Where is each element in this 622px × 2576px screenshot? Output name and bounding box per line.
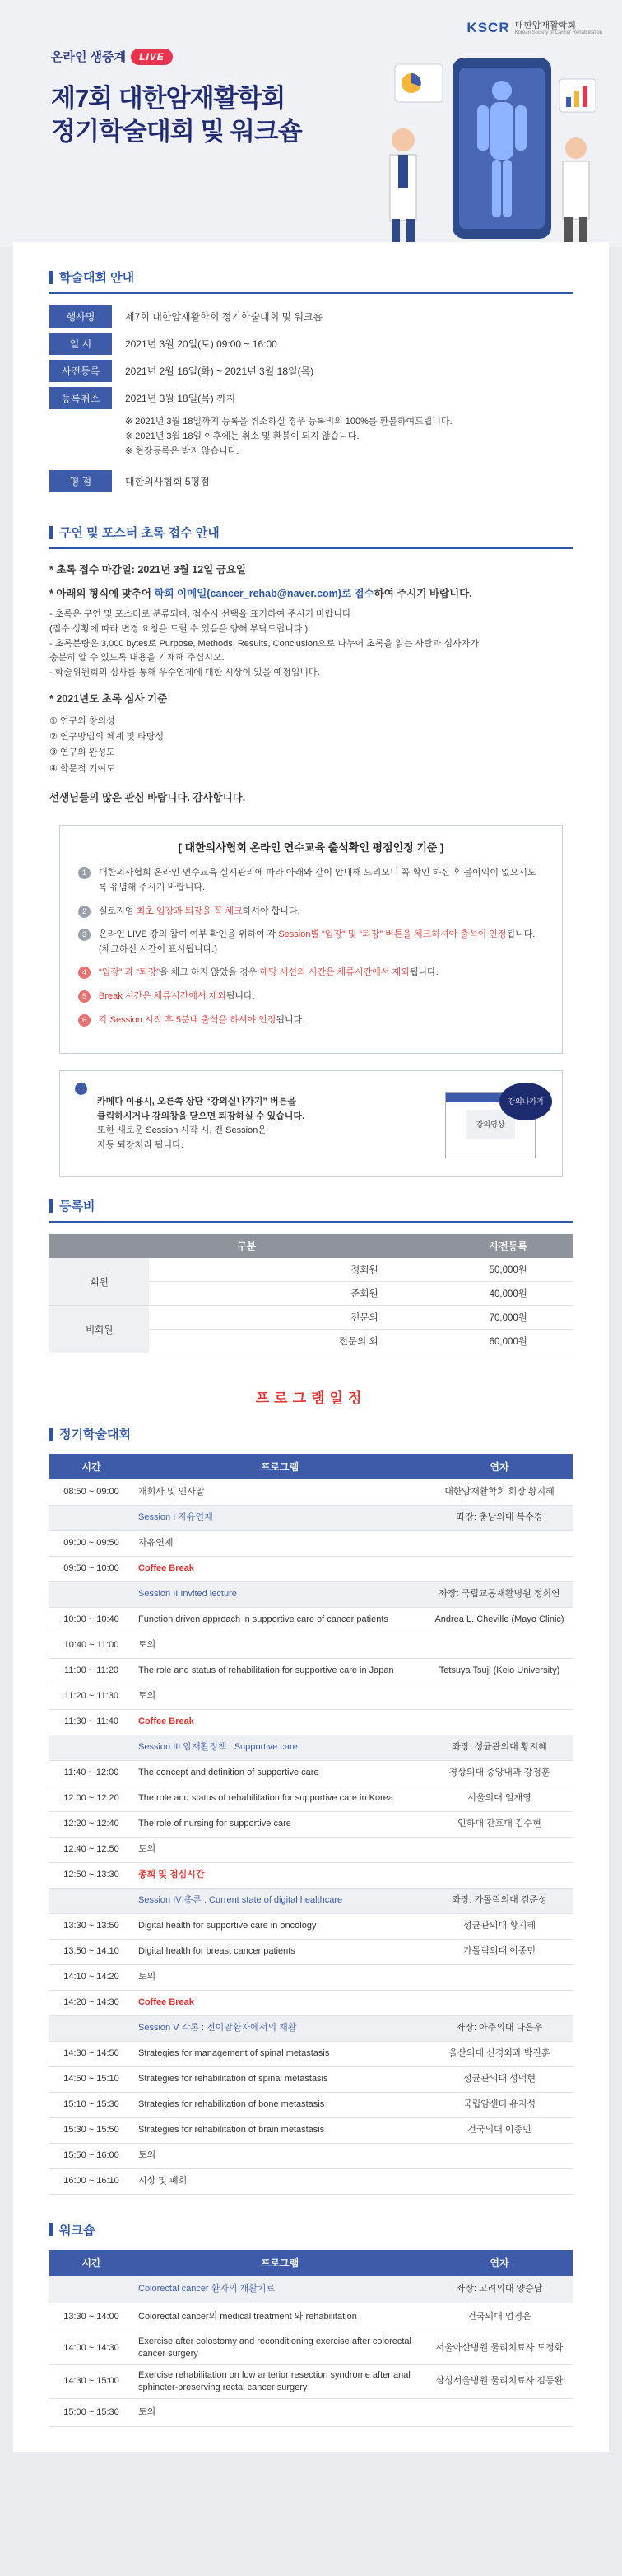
email-link[interactable]: 학회 이메일(cancer_rehab@naver.com)로 접수 (154, 587, 374, 599)
time-cell: 13:30 ~ 13:50 (49, 1913, 133, 1939)
info-value: 제7회 대한암재활학회 정기학술대회 및 워크숍 (125, 311, 323, 323)
program-row (49, 2117, 573, 2143)
step-text-segment: Break 시간은 체류시간에서 제외 (99, 990, 226, 1001)
speaker-cell: 건국의대 이종민 (426, 2117, 573, 2143)
program-cell: 토의 (133, 1633, 426, 1658)
tagline (51, 48, 173, 65)
info-table (49, 305, 573, 409)
col-program: 프로그램 (133, 1454, 426, 1479)
step-text (99, 928, 544, 957)
speaker-cell (426, 1837, 573, 1862)
session-row (49, 1581, 573, 1607)
ws-col-speaker: 연자 (426, 2250, 573, 2276)
step-number-icon: 6 (78, 1014, 91, 1027)
tagline-text: 온라인 생중계 (51, 50, 127, 64)
time-cell: 16:00 ~ 16:10 (49, 2168, 133, 2194)
attendance-step (78, 866, 544, 895)
program-cell: Strategies for rehabilitation of brain metastasis (133, 2117, 426, 2143)
time-cell (49, 2015, 133, 2041)
speaker-cell: 인하대 간호대 김수현 (426, 1811, 573, 1837)
note-line: ※ 2021년 3월 18일 이후에는 취소 및 환불이 되지 않습니다. (125, 431, 360, 442)
program-cell: Coffee Break (133, 1709, 426, 1735)
criteria-item: ④ 학문적 기여도 (49, 763, 115, 774)
speaker-cell: 건국의대 엄경은 (426, 2303, 573, 2331)
info-value: 2021년 3월 18일(목) 까지 (125, 393, 236, 404)
step-text-segment: 하셔야 합니다. (242, 906, 300, 916)
step-text-segment: 대한의사협회 온라인 연수교육 실시관리에 따라 아래와 같이 안내해 드리오니 꼭 확인 하신 후 불이익이 없으시도록 유념해 주시기 바랍니다. (99, 868, 536, 892)
speaker-cell (426, 1633, 573, 1658)
speaker-cell: 좌장: 아주의대 나은우 (426, 2015, 573, 2041)
fee-type: 정회원 (149, 1258, 443, 1282)
program-cell: Session III 암재활정책 : Supportive care (133, 1735, 426, 1760)
time-cell: 09:00 ~ 09:50 (49, 1530, 133, 1556)
section-title-fees: 등록비 (49, 1197, 573, 1223)
time-cell: 14:50 ~ 15:10 (49, 2066, 133, 2092)
program-cell: Colorectal cancer의 medical treatment 와 rehabilitation (133, 2303, 426, 2331)
notice-box (59, 1070, 563, 1177)
criteria-item: ① 연구의 창의성 (49, 715, 115, 726)
program-row (49, 2398, 573, 2426)
fee-type: 준회원 (149, 1282, 443, 1306)
fee-table (49, 1234, 573, 1353)
fee-type: 전문의 (149, 1306, 443, 1330)
live-badge: LIVE (131, 49, 173, 65)
speaker-cell (426, 1709, 573, 1735)
note-line: ※ 현장등록은 받지 않습니다. (125, 446, 239, 457)
speaker-cell: 좌장: 국립교통재활병원 정희연 (426, 1581, 573, 1607)
notice-line: 카메다 이용시, 오른쪽 상단 “강의실나가기” 버튼을 (97, 1096, 296, 1106)
program-row (49, 1913, 573, 1939)
program-row (49, 2168, 573, 2194)
speaker-cell (426, 1990, 573, 2015)
info-value: 2021년 2월 16일(화) ~ 2021년 3월 18일(목) (125, 366, 314, 377)
step-text (99, 1013, 304, 1028)
time-cell: 09:50 ~ 10:00 (49, 1556, 133, 1581)
section-title-program: 정기학술대회 (49, 1425, 573, 1442)
program-cell: 총회 및 점심시간 (133, 1862, 426, 1888)
program-cell: Coffee Break (133, 1556, 426, 1581)
speaker-cell (426, 2143, 573, 2168)
program-cell: Session V 각론 : 전이암환자에서의 재활 (133, 2015, 426, 2041)
exit-lecture-button[interactable]: 강의나가기 (499, 1083, 552, 1120)
speaker-cell (426, 1684, 573, 1709)
attendance-step (78, 928, 544, 957)
speaker-cell (426, 2168, 573, 2194)
program-row (49, 1658, 573, 1684)
info-row (49, 387, 573, 409)
program-cell: Function driven approach in supportive care of cancer patients (133, 1607, 426, 1633)
info-icon: i (75, 1083, 87, 1095)
program-cell: Digital health for breast cancer patients (133, 1939, 426, 1964)
program-row (49, 2303, 573, 2331)
attendance-box (59, 825, 563, 1054)
time-cell: 12:50 ~ 13:30 (49, 1862, 133, 1888)
refund-notes (49, 414, 573, 459)
step-text-segment: “입장” 과 “퇴장” (99, 967, 160, 978)
criteria-item: ② 연구방법의 체계 및 타당성 (49, 732, 164, 743)
time-cell (49, 1581, 133, 1607)
program-cell: Digital health for supportive care in oncology (133, 1913, 426, 1939)
time-cell (49, 1735, 133, 1760)
session-row (49, 1735, 573, 1760)
step-text (99, 990, 255, 1004)
rule-line: 충분히 알 수 있도록 내용을 기재해 주십시오. (49, 653, 225, 664)
fee-amount: 60,000원 (444, 1330, 573, 1353)
time-cell: 11:00 ~ 11:20 (49, 1658, 133, 1684)
workshop-table (49, 2250, 573, 2427)
rule-line: - 초록은 구연 및 포스터로 분류되며, 접수시 선택을 표기하여 주시기 바랍니다 (49, 609, 351, 620)
time-cell: 11:30 ~ 11:40 (49, 1709, 133, 1735)
program-cell: 시상 및 폐회 (133, 2168, 426, 2194)
fee-group: 회원 (49, 1258, 149, 1306)
fee-row (49, 1306, 573, 1330)
time-cell: 10:00 ~ 10:40 (49, 1607, 133, 1633)
program-cell: 자유연제 (133, 1530, 426, 1556)
program-cell: Colorectal cancer 환자의 재활치료 (133, 2276, 426, 2303)
time-cell (49, 2276, 133, 2303)
program-cell: 토의 (133, 2143, 426, 2168)
step-text-segment: 각 Session 시작 후 5분내 출석을 하셔야 인정 (99, 1014, 276, 1025)
time-cell: 10:40 ~ 11:00 (49, 1633, 133, 1658)
notice-text (97, 1095, 304, 1153)
fee-amount: 40,000원 (444, 1282, 573, 1306)
info-label: 행사명 (49, 305, 112, 328)
session-row (49, 2276, 573, 2303)
time-cell: 13:50 ~ 14:10 (49, 1939, 133, 1964)
speaker-cell (426, 1556, 573, 1581)
speaker-cell: 대한암재활학회 회장 황지혜 (426, 1479, 573, 1505)
program-cell: Exercise rehabilitation on low anterior resection syndrome after anal sphincter-preserving rectal cancer surgery (133, 2364, 426, 2398)
step-text (99, 905, 300, 920)
event-title: 제7회 대한암재활학회 정기학술대회 및 워크숍 (51, 84, 302, 146)
time-cell: 14:20 ~ 14:30 (49, 1990, 133, 2015)
kscr-mark: KSCR (466, 20, 510, 35)
step-number-icon: 5 (78, 990, 91, 1003)
speaker-cell: 국립암센터 유지성 (426, 2092, 573, 2117)
info-row (49, 333, 573, 355)
step-text-segment: 실로지엄 (99, 906, 137, 916)
step-text-segment: 을 체크 하지 않았을 경우 (159, 967, 260, 978)
step-text-segment: 됩니다. (225, 990, 255, 1001)
time-cell: 14:30 ~ 14:50 (49, 2041, 133, 2066)
speaker-cell: 좌장: 충남의대 복수경 (426, 1505, 573, 1530)
attendance-title: [ 대한의사협회 온라인 연수교육 출석확인 평점인정 기준 ] (178, 841, 444, 855)
time-cell: 12:00 ~ 12:20 (49, 1786, 133, 1811)
session-row (49, 1505, 573, 1530)
abstract-submit: * 아래의 형식에 맞추어 학회 이메일(cancer_rehab@naver.com)로 접수하여 주시기 바랍니다. (49, 587, 472, 599)
ws-col-program: 프로그램 (133, 2250, 426, 2276)
program-row (49, 1607, 573, 1633)
program-heading: 프로그램일정 (255, 1390, 367, 1407)
attendance-step (78, 990, 544, 1004)
step-text (99, 866, 544, 895)
program-cell: The role and status of rehabilitation for supportive care in Korea (133, 1786, 426, 1811)
speaker-cell (426, 2398, 573, 2426)
section-title-abstract: 구연 및 포스터 초록 접수 안내 (49, 524, 573, 549)
fee-group: 비회원 (49, 1306, 149, 1353)
program-cell: The role of nursing for supportive care (133, 1811, 426, 1837)
lecture-screen-illustration (445, 1083, 547, 1165)
program-row (49, 1811, 573, 1837)
speaker-cell: 서울의대 임재영 (426, 1786, 573, 1811)
program-cell: Exercise after colostomy and reconditioning exercise after colorectal cancer surgery (133, 2331, 426, 2365)
program-row (49, 1479, 573, 1505)
step-text-segment: 최초 입장과 퇴장을 꼭 체크 (136, 906, 243, 916)
time-cell: 12:20 ~ 12:40 (49, 1811, 133, 1837)
program-row (49, 1837, 573, 1862)
time-cell (49, 1505, 133, 1530)
program-row (49, 1556, 573, 1581)
step-text-segment: 온라인 LIVE 강의 참여 여부 확인을 위하여 각 (99, 929, 279, 940)
speaker-cell (426, 1862, 573, 1888)
speaker-cell: 울산의대 신경외과 박진훈 (426, 2041, 573, 2066)
time-cell: 13:30 ~ 14:00 (49, 2303, 133, 2331)
program-cell: Session IV 총론 : Current state of digital healthcare (133, 1888, 426, 1913)
section-title-workshop: 워크숍 (49, 2221, 573, 2238)
program-row (49, 1990, 573, 2015)
program-row (49, 2143, 573, 2168)
hero-illustration (329, 49, 601, 247)
program-cell: 개회사 및 인사말 (133, 1479, 426, 1505)
time-cell: 15:30 ~ 15:50 (49, 2117, 133, 2143)
program-row (49, 2364, 573, 2398)
rule-line: - 학술위원회의 심사를 통해 우수연제에 대한 시상이 있을 예정입니다. (49, 667, 320, 678)
attendance-step (78, 1013, 544, 1028)
speaker-cell: 경상의대 중앙내과 강정훈 (426, 1760, 573, 1786)
step-number-icon: 4 (78, 967, 91, 979)
step-text-segment: 해당 세션의 시간은 체류시간에서 제외 (259, 967, 410, 978)
time-cell: 15:10 ~ 15:30 (49, 2092, 133, 2117)
credit-label: 평 점 (49, 470, 112, 492)
time-cell: 14:10 ~ 14:20 (49, 1964, 133, 1990)
notice-line: 또한 새로운 Session 시작 시, 전 Session은 (97, 1125, 267, 1136)
program-row (49, 2066, 573, 2092)
time-cell (49, 1888, 133, 1913)
program-row (49, 1939, 573, 1964)
program-row (49, 2092, 573, 2117)
program-cell: 토의 (133, 1837, 426, 1862)
criteria-list (49, 714, 573, 777)
program-cell: Strategies for management of spinal metastasis (133, 2041, 426, 2066)
note-line: ※ 2021년 3월 18일까지 등록을 취소하실 경우 등록비의 100%를 환불하여드립니다. (125, 417, 453, 426)
col-speaker: 연자 (426, 1454, 573, 1479)
speaker-cell: 서울아산병원 물리치료사 도정화 (426, 2331, 573, 2365)
content-card (13, 242, 609, 2452)
credit-value: 대한의사협회 5평점 (125, 476, 210, 488)
program-cell: The role and status of rehabilitation for supportive care in Japan (133, 1658, 426, 1684)
step-number-icon: 2 (78, 906, 91, 918)
speaker-cell: 좌장: 성균관의대 황지혜 (426, 1735, 573, 1760)
program-row (49, 1760, 573, 1786)
time-cell: 11:20 ~ 11:30 (49, 1684, 133, 1709)
time-cell: 12:40 ~ 12:50 (49, 1837, 133, 1862)
program-cell: Strategies for rehabilitation of bone metastasis (133, 2092, 426, 2117)
program-row (49, 2331, 573, 2365)
time-cell: 14:00 ~ 14:30 (49, 2331, 133, 2365)
program-cell: 토의 (133, 2398, 426, 2426)
speaker-cell: 삼성서울병원 물리치료사 김동완 (426, 2364, 573, 2398)
speaker-cell (426, 1530, 573, 1556)
fee-row (49, 1258, 573, 1282)
program-table (49, 1454, 573, 2195)
notice-line: 클릭하시거나 강의창을 닫으면 퇴장하실 수 있습니다. (97, 1111, 305, 1121)
video-area: 강의영상 (466, 1110, 515, 1139)
criteria-item: ③ 연구의 완성도 (49, 748, 115, 758)
program-row (49, 1862, 573, 1888)
program-cell: Strategies for rehabilitation of spinal metastasis (133, 2066, 426, 2092)
program-cell: The concept and definition of supportive care (133, 1760, 426, 1786)
info-row (49, 360, 573, 382)
fee-amount: 70,000원 (444, 1306, 573, 1330)
program-cell: Session I 자유연제 (133, 1505, 426, 1530)
attendance-step (78, 966, 544, 981)
program-cell: Coffee Break (133, 1990, 426, 2015)
ws-col-time: 시간 (49, 2250, 133, 2276)
program-row (49, 1964, 573, 1990)
notice-line: 자동 퇴장처리 됩니다. (97, 1139, 183, 1150)
step-text-segment: 됩니다. (409, 967, 439, 978)
speaker-cell: 좌장: 고려의대 양승남 (426, 2276, 573, 2303)
speaker-cell: 좌장: 가톨릭의대 김준성 (426, 1888, 573, 1913)
program-row (49, 1684, 573, 1709)
program-row (49, 1633, 573, 1658)
time-cell: 15:00 ~ 15:30 (49, 2398, 133, 2426)
info-label: 사전등록 (49, 360, 112, 382)
program-row (49, 1786, 573, 1811)
program-cell: 토의 (133, 1684, 426, 1709)
session-row (49, 1888, 573, 1913)
step-text-segment: 됩니다. (276, 1014, 305, 1025)
speaker-cell: 성균관의대 황지혜 (426, 1913, 573, 1939)
closing-text: 선생님들의 많은 관심 바랍니다. 감사합니다. (49, 791, 246, 804)
time-cell: 08:50 ~ 09:00 (49, 1479, 133, 1505)
info-label: 등록취소 (49, 387, 112, 409)
speaker-cell: Andrea L. Cheville (Mayo Clinic) (426, 1607, 573, 1633)
info-label: 일 시 (49, 333, 112, 355)
hero-banner (0, 0, 622, 247)
program-row (49, 2041, 573, 2066)
speaker-cell (426, 1964, 573, 1990)
speaker-cell: Tetsuya Tsuji (Keio University) (426, 1658, 573, 1684)
program-cell: 토의 (133, 1964, 426, 1990)
program-cell: Session II Invited lecture (133, 1581, 426, 1607)
program-row (49, 1530, 573, 1556)
time-cell: 11:40 ~ 12:00 (49, 1760, 133, 1786)
step-number-icon: 1 (78, 867, 91, 879)
fee-col-category: 구분 (49, 1234, 444, 1258)
criteria-title: * 2021년도 초록 심사 기준 (49, 693, 168, 706)
society-name-en: Korean Society of Cancer Rehabilitation (514, 30, 602, 35)
step-number-icon: 3 (78, 929, 91, 941)
section-title-info: 학술대회 안내 (49, 268, 573, 294)
program-row (49, 1709, 573, 1735)
time-cell: 14:30 ~ 15:00 (49, 2364, 133, 2398)
fee-type: 전문의 외 (149, 1330, 443, 1353)
step-text-segment: 됩니다. (체크하신 시간이 표시됩니다.) (99, 929, 536, 954)
speaker-cell: 가톨릭의대 이종민 (426, 1939, 573, 1964)
time-cell: 15:50 ~ 16:00 (49, 2143, 133, 2168)
info-row (49, 305, 573, 328)
fee-col-prereg: 사전등록 (444, 1234, 573, 1258)
info-row-credit (49, 470, 573, 492)
society-logo (466, 20, 602, 36)
session-row (49, 2015, 573, 2041)
info-value: 2021년 3월 20일(토) 09:00 ~ 16:00 (125, 338, 277, 350)
society-name: 대한암재활학회 (514, 20, 576, 30)
abstract-deadline: * 초록 접수 마감일: 2021년 3월 12일 금요일 (49, 564, 246, 576)
abstract-rules (49, 608, 573, 680)
step-text-segment: Session별 “입장” 및 “퇴장” 버튼을 체크하셔야 출석이 인정 (278, 929, 507, 940)
step-text (99, 966, 439, 981)
rule-line: - 초록분량은 3,000 bytes로 Purpose, Methods, Results, Conclusion으로 나누어 초록을 읽는 사람과 심사자가 (49, 638, 479, 649)
speaker-cell: 성균관의대 성덕현 (426, 2066, 573, 2092)
col-time: 시간 (49, 1454, 133, 1479)
rule-line: (접수 상황에 따라 변경 요청을 드릴 수 있음을 양해 부탁드립니다.). (49, 624, 311, 635)
attendance-step (78, 905, 544, 920)
fee-amount: 50,000원 (444, 1258, 573, 1282)
